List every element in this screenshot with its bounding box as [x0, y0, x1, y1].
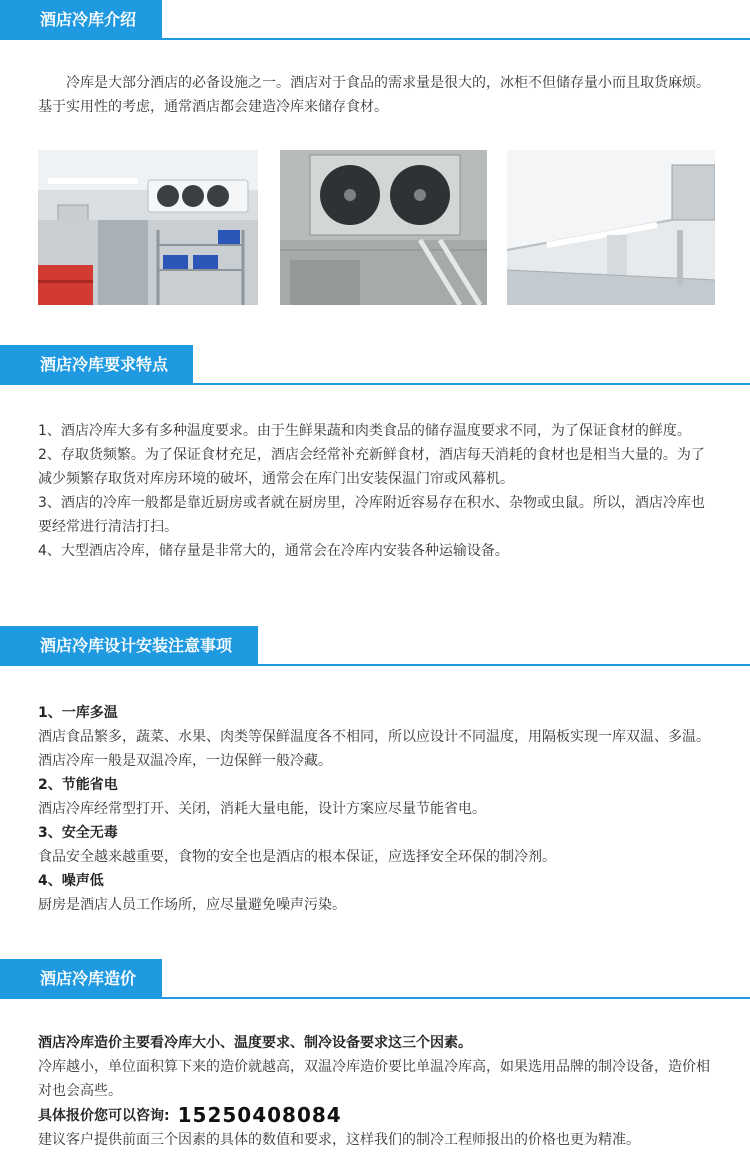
contact-line — [38, 1103, 718, 1128]
features-block — [38, 419, 718, 563]
price-lead: 酒店冷库造价主要看冷库大小、温度要求、制冷设备要求这三个因素。 — [38, 1035, 472, 1051]
header-rule — [0, 997, 750, 999]
design-item-heading: 1、一库多温 — [38, 705, 118, 721]
header-rule — [0, 664, 750, 666]
price-block — [38, 1031, 718, 1152]
feature-item: 4、大型酒店冷库，储存量是非常大的，通常会在冷库内安装各种运输设备。 — [38, 543, 509, 559]
cold-room-photo-shelves — [38, 150, 258, 305]
section-title: 酒店冷库造价 — [0, 959, 162, 999]
section-title: 酒店冷库要求特点 — [0, 345, 193, 385]
design-item-heading: 2、节能省电 — [38, 777, 118, 793]
phone-number: 15250408084 — [177, 1103, 342, 1127]
feature-item: 3、酒店的冷库一般都是靠近厨房或者就在厨房里，冷库附近容易存在积水、杂物或虫鼠。所以，酒店冷库也要经常进行清洁打扫。 — [38, 495, 705, 535]
section-title: 酒店冷库介绍 — [0, 0, 162, 40]
price-text: 冷库越小，单位面积算下来的造价就越高，双温冷库造价要比单温冷库高，如果选用品牌的制冷设备，造价相对也会高些。 — [38, 1059, 710, 1099]
section-header-features — [0, 345, 750, 385]
intro-paragraph: 冷库是大部分酒店的必备设施之一。酒店对于食品的需求量是很大的，冰柜不但储存量小而且取货麻烦。基于实用性的考虑，通常酒店都会建造冷库来储存食材。 — [38, 75, 710, 115]
design-item-heading: 4、噪声低 — [38, 873, 104, 889]
design-item-text: 厨房是酒店人员工作场所，应尽量避免噪声污染。 — [38, 897, 346, 913]
cold-room-photo-corridor — [507, 150, 715, 305]
section-title: 酒店冷库设计安装注意事项 — [0, 626, 258, 666]
section-header-intro — [0, 0, 750, 40]
design-block — [38, 701, 718, 917]
feature-item: 2、存取货频繁。为了保证食材充足，酒店会经常补充新鲜食材，酒店每天消耗的食材也是相当大量的。为了减少频繁存取货对库房环境的破坏，通常会在库门出安装保温门帘或风幕机。 — [38, 447, 705, 487]
price-note: 建议客户提供前面三个因素的具体的数值和要求，这样我们的制冷工程师报出的价格也更为精准。 — [38, 1132, 640, 1148]
intro-block — [38, 71, 718, 119]
cold-room-photo-fans — [280, 150, 487, 305]
feature-item: 1、酒店冷库大多有多种温度要求。由于生鲜果蔬和肉类食品的储存温度要求不同，为了保证食材的鲜度。 — [38, 423, 691, 439]
design-item-text: 酒店冷库经常型打开、关闭，消耗大量电能，设计方案应尽量节能省电。 — [38, 801, 486, 817]
header-rule — [0, 38, 750, 40]
header-rule — [0, 383, 750, 385]
design-item-text: 酒店食品繁多，蔬菜、水果、肉类等保鲜温度各不相同，所以应设计不同温度，用隔板实现一库双温、多温。酒店冷库一般是双温冷库，一边保鲜一般冷藏。 — [38, 729, 710, 769]
design-item-heading: 3、安全无毒 — [38, 825, 118, 841]
design-item-text: 食品安全越来越重要，食物的安全也是酒店的根本保证，应选择安全环保的制冷剂。 — [38, 849, 556, 865]
section-header-design — [0, 626, 750, 666]
contact-label: 具体报价您可以咨询: — [38, 1108, 170, 1124]
section-header-price — [0, 959, 750, 999]
